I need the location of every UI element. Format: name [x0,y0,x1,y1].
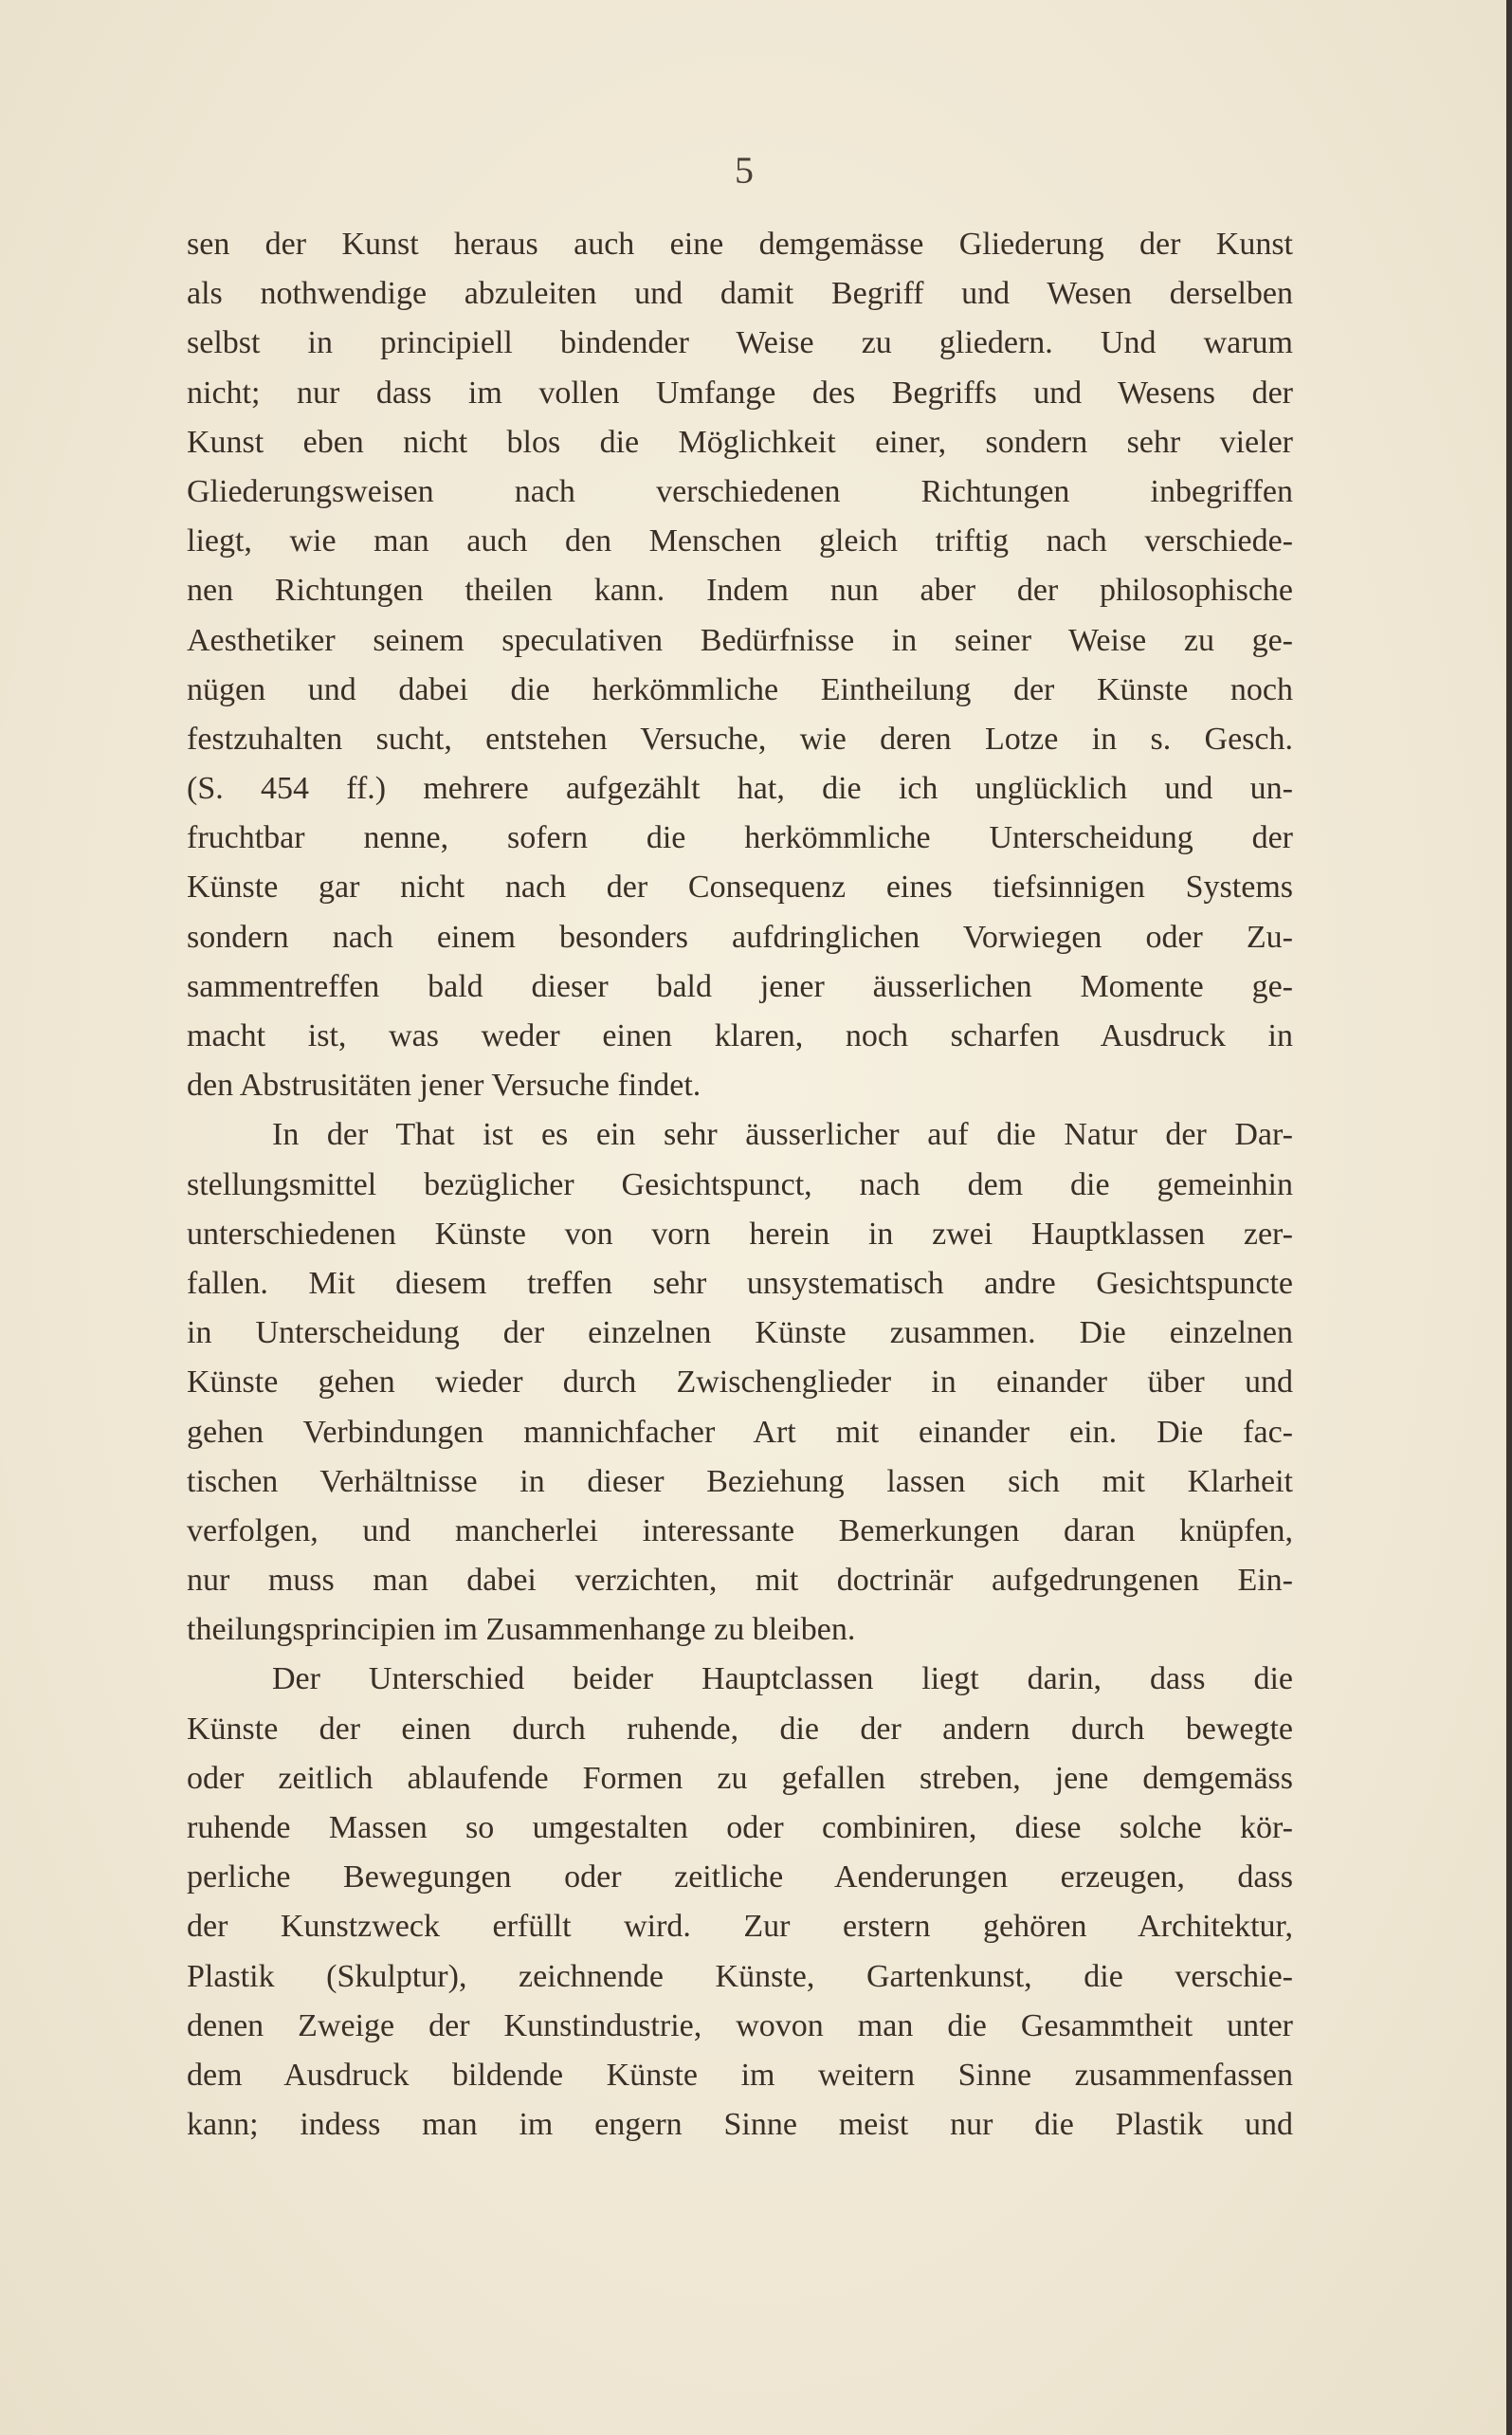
text-line: Gliederungsweisen nach verschiedenen Richtungen inbegriffen [187,473,1293,509]
text-line: nügen und dabei die herkömmliche Eintheilung der Künste noch [187,671,1293,707]
text-line: in Unterscheidung der einzelnen Künste zusammen. Die einzelnen [187,1315,1293,1351]
text-line: tischen Verhältnisse in dieser Beziehung lassen sich mit Klarheit [187,1463,1293,1499]
text-line: nen Richtungen theilen kann. Indem nun aber der philosophische [187,573,1293,609]
text-line: stellungsmittel bezüglicher Gesichtspunct, nach dem die gemeinhin [187,1166,1293,1202]
text-line: perliche Bewegungen oder zeitliche Aenderungen erzeugen, dass [187,1859,1293,1895]
text-line: selbst in principiell bindender Weise zu gliedern. Und warum [187,325,1293,361]
text-line: liegt, wie man auch den Menschen gleich triftig nach verschiede- [187,523,1293,559]
page-number: 5 [735,149,754,192]
text-line: denen Zweige der Kunstindustrie, wovon man die Gesammtheit unter [187,2007,1293,2043]
text-line: nicht; nur dass im vollen Umfange des Begriffs und Wesens der [187,375,1293,411]
text-line: oder zeitlich ablaufende Formen zu gefallen streben, jene demgemäss [187,1760,1293,1796]
text-line: In der That ist es ein sehr äusserlicher auf die Natur der Dar- [272,1117,1293,1153]
text-line: fruchtbar nenne, sofern die herkömmliche Unterscheidung der [187,820,1293,856]
text-line: kann; indess man im engern Sinne meist nur die Plastik und [187,2107,1293,2143]
text-line: nur muss man dabei verzichten, mit doctrinär aufgedrungenen Ein- [187,1563,1293,1599]
text-line: der Kunstzweck erfüllt wird. Zur erstern gehören Architektur, [187,1909,1293,1945]
text-line: (S. 454 ff.) mehrere aufgezählt hat, die ich unglücklich und un- [187,771,1293,807]
text-line: sondern nach einem besonders aufdringlichen Vorwiegen oder Zu- [187,919,1293,955]
text-line: Aesthetiker seinem speculativen Bedürfnisse in seiner Weise zu ge- [187,622,1293,658]
text-line: ruhende Massen so umgestalten oder combiniren, diese solche kör- [187,1810,1293,1845]
text-line: Künste gehen wieder durch Zwischenglieder in einander über und [187,1364,1293,1401]
text-line: sammentreffen bald dieser bald jener äusserlichen Momente ge- [187,968,1293,1004]
text-line: Künste der einen durch ruhende, die der andern durch bewegte [187,1711,1293,1747]
text-line: Kunst eben nicht blos die Möglichkeit einer, sondern sehr vieler [187,424,1293,460]
text-line: festzuhalten sucht, entstehen Versuche, wie deren Lotze in s. Gesch. [187,721,1293,757]
text-line: Der Unterschied beider Hauptclassen liegt darin, dass die [272,1661,1293,1697]
page-edge-shadow [1506,0,1512,2435]
text-line: als nothwendige abzuleiten und damit Begriff und Wesen derselben [187,276,1293,312]
text-line: fallen. Mit diesem treffen sehr unsystematisch andre Gesichtspuncte [187,1265,1293,1301]
body-text [187,220,1293,2150]
text-line: sen der Kunst heraus auch eine demgemässe Gliederung der Kunst [187,227,1293,262]
text-line: unterschiedenen Künste von vorn herein in zwei Hauptklassen zer- [187,1216,1293,1252]
text-line: theilungsprincipien im Zusammenhange zu bleiben. [187,1612,856,1648]
text-line: Plastik (Skulptur), zeichnende Künste, Gartenkunst, die verschie- [187,1958,1293,1994]
text-line: den Abstrusitäten jener Versuche findet. [187,1068,701,1104]
text-line: macht ist, was weder einen klaren, noch scharfen Ausdruck in [187,1018,1293,1053]
text-line: verfolgen, und mancherlei interessante Bemerkungen daran knüpfen, [187,1512,1293,1548]
text-line: gehen Verbindungen mannichfacher Art mit einander ein. Die fac- [187,1414,1293,1450]
text-line: Künste gar nicht nach der Consequenz eines tiefsinnigen Systems [187,870,1293,906]
text-line: dem Ausdruck bildende Künste im weitern Sinne zusammenfassen [187,2057,1293,2093]
